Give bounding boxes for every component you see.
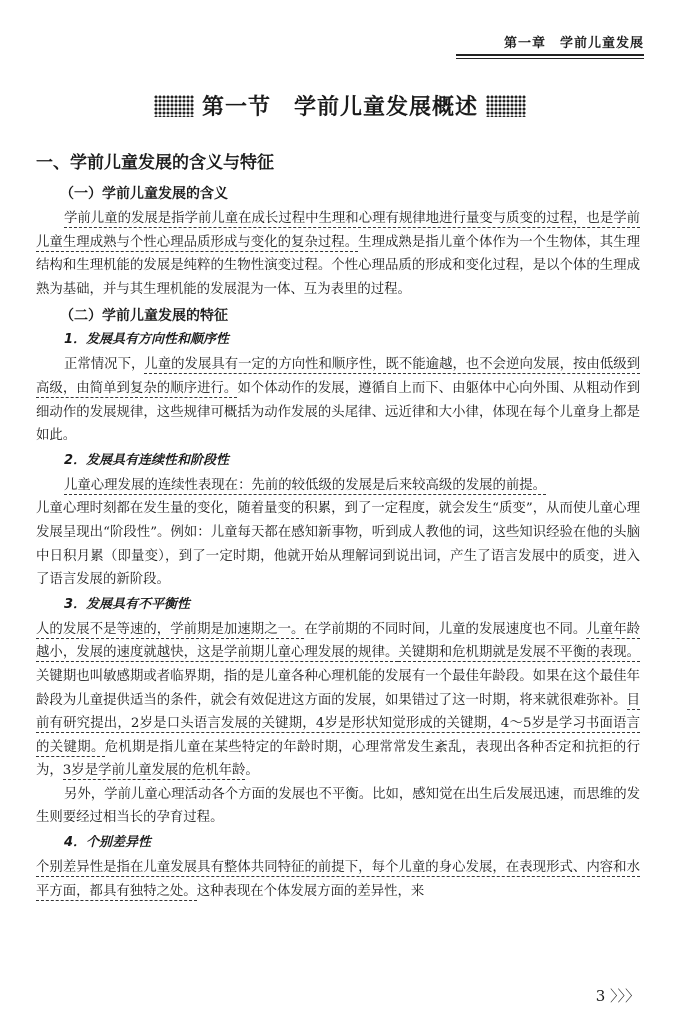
page-number: 3 〉〉〉	[595, 987, 640, 1005]
paragraph-text: 生理成熟是指儿童个体作为一个生物体，其生理结构和生理机能的发展是纯粹的生物性演变过程。个性心理品质的形成和变化过程，是以个体的生理成熟为基础，并与其生理机能的发展混为一体、互为表里的过程。	[36, 234, 641, 297]
header-rule	[456, 54, 644, 56]
feature-4-paragraph	[36, 856, 640, 903]
underlined-text: 儿童心理发展的连续性表现在：先前的较低级的发展是后来较高级的发展的前提。	[64, 477, 547, 493]
underlined-text: 儿童的发展具有一定的方向性和顺序性，既不能逾越，也不会逆向发展，按由低级到高级，由简单到复杂的顺序进行。	[36, 357, 640, 396]
feature-3-paragraph	[36, 618, 640, 783]
underlined-text: 目前有研究提出，2岁是口头语言发展的关键期，4岁是形状知觉形成的关键期，4～5岁是学习书面语言的关键期。	[36, 692, 640, 755]
paragraph-text: 关键期也叫敏感期或者临界期，指的是儿童各种心理机能的发展有一个最佳年龄段。如果在这个最佳年龄段为儿童提供适当的条件，就会有效促进这方面的发展，如果错过了这一时期，将来就很难弥补。	[36, 668, 640, 708]
underlined-text: 关键期和危机期就是发展不平衡的表现。	[398, 645, 641, 661]
paragraph-text: 这种表现在个体发展方面的差异性，来	[196, 883, 425, 899]
feature-3-title: 3．发展具有不平衡性	[64, 596, 191, 612]
feature-2-title: 2．发展具有连续性和阶段性	[64, 452, 230, 468]
section-title: 第一节 学前儿童发展概述	[201, 95, 478, 120]
section-heading	[0, 90, 680, 121]
feature-4-title: 4．个别差异性	[64, 835, 152, 851]
dot-ornament-right	[486, 95, 526, 117]
heading-level-1: 一、学前儿童发展的含义与特征	[36, 153, 274, 173]
underlined-text: 人的发展不是等速的，学前期是加速期之一。	[36, 621, 305, 637]
feature-2-paragraph-lead	[36, 474, 640, 498]
paragraph-text: 在学前期的不同时间，儿童的发展速度也不同。	[304, 621, 587, 637]
underlined-text: 学前儿童的发展是指学前儿童在成长过程中生理和心理有规律地进行量变与质变的过程，也是学前儿童生理成熟与个性心理品质形成与变化的复杂过程。	[36, 211, 640, 250]
header-rule-thin	[456, 58, 644, 59]
paragraph-meaning	[36, 207, 640, 301]
paragraph-text: 如个体动作的发展，遵循自上而下、由躯体中心向外围、从粗动作到细动作的发展规律，这些规律可概括为动作发展的头尾律、远近律和大小律，体现在每个儿童身上都是如此。	[36, 380, 640, 444]
paragraph-text: 。	[245, 763, 259, 779]
underlined-text: 3岁是学前儿童发展的危机年龄	[62, 763, 246, 779]
paragraph-text: 危机期是指儿童在某些特定的年龄时期，心理常常发生紊乱，表现出各种否定和抗拒的行为，	[36, 739, 641, 779]
feature-1-title: 1．发展具有方向性和顺序性	[64, 332, 230, 348]
running-header: 第一章 学前儿童发展	[503, 36, 644, 51]
underlined-text: 个别差异性是指在儿童发展具有整体共同特征的前提下，每个儿童的身心发展，在表现形式、内容和水平方面，都具有独特之处。	[36, 860, 640, 899]
feature-3-paragraph-2: 另外，学前儿童心理活动各个方面的发展也不平衡。比如，感知觉在出生后发展迅速，而思维的发生则要经过相当长的孕育过程。	[36, 786, 640, 826]
underlined-text: 儿童年龄越小，发展的速度就越快，这是学前期儿童心理发展的规律。	[36, 621, 641, 661]
subheading-features: （二）学前儿童发展的特征	[60, 308, 228, 325]
page-body	[36, 148, 640, 903]
paragraph-text: 正常情况下，	[64, 357, 145, 373]
subheading-meaning: （一）学前儿童发展的含义	[60, 186, 228, 202]
dot-ornament-left	[154, 95, 194, 117]
feature-2-paragraph: 儿童心理时刻都在发生量的变化，随着量变的积累，到了一定程度，就会发生“质变”，从而使儿童心理发展呈现出“阶段性”。例如：儿童每天都在感知新事物，听到成人教他的词，这些知识经验在他的头脑中日积月累（即量变），到了一定时期，他就开始从理解词到说出词，产生了语言发展中的质变，进入了语言发展的新阶段。	[36, 501, 640, 588]
feature-1-paragraph	[36, 353, 640, 447]
